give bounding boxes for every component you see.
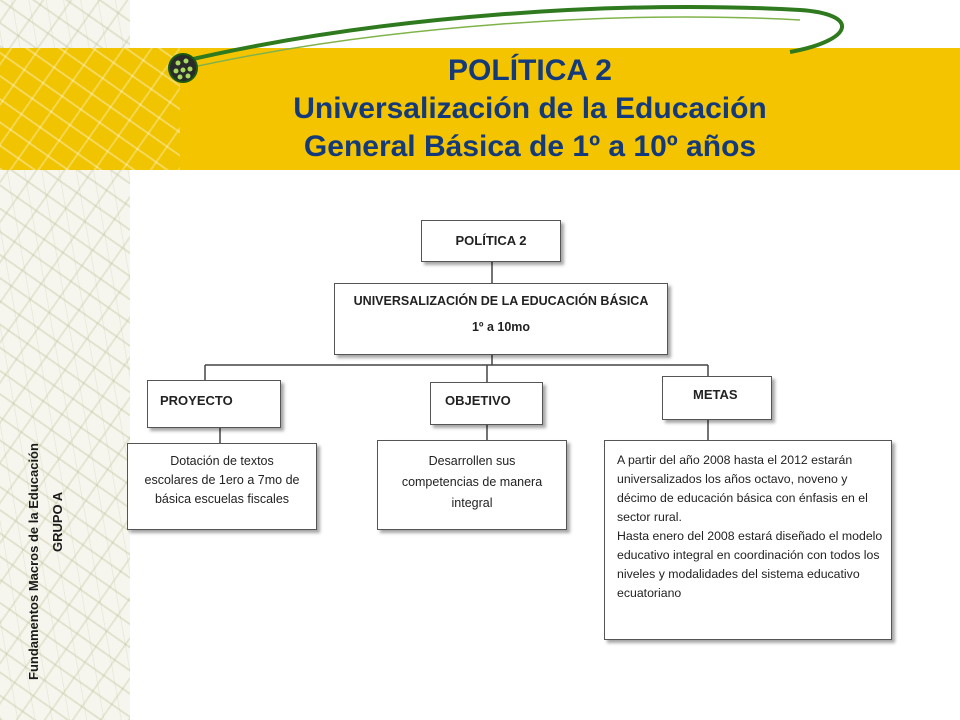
metas-content-text-2: Hasta enero del 2008 estará diseñado el modelo educativo integral en coordinación con todos los niveles y modalidades del sistema educativo ecuatoriano — [617, 529, 883, 600]
main-node-line-1: UNIVERSALIZACIÓN DE LA EDUCACIÓN BÁSICA — [353, 294, 649, 308]
branch-objetivo-label: OBJETIVO — [445, 393, 511, 408]
objetivo-content — [377, 440, 567, 530]
proyecto-content — [127, 443, 317, 530]
title-line-2: Universalización de la Educación — [293, 92, 767, 125]
branch-objetivo — [430, 382, 543, 425]
root-node-label: POLÍTICA 2 — [455, 233, 527, 248]
side-caption-line-1: Fundamentos Macros de la Educación — [26, 443, 41, 680]
branch-metas — [662, 376, 772, 420]
root-node — [421, 220, 561, 262]
proyecto-content-text: Dotación de textos escolares de 1ero a 7mo de básica escuelas fiscales — [144, 454, 300, 506]
branch-proyecto — [147, 380, 281, 428]
metas-content — [604, 440, 892, 640]
title-line-1: POLÍTICA 2 — [448, 54, 612, 87]
branch-proyecto-label: PROYECTO — [160, 393, 233, 408]
objetivo-content-text: Desarrollen sus competencias de manera integral — [401, 454, 543, 510]
title-line-3: General Básica de 1º a 10º años — [303, 130, 757, 163]
side-caption-line-2: GRUPO A — [50, 491, 65, 552]
branch-metas-label: METAS — [693, 387, 738, 402]
metas-content-text-1: A partir del año 2008 hasta el 2012 estarán universalizados los años octavo, noveno y décimo de educación básica con énfasis en el sector rural. — [617, 453, 868, 524]
main-node — [334, 283, 668, 355]
main-node-line-2: 1º a 10mo — [471, 320, 531, 334]
